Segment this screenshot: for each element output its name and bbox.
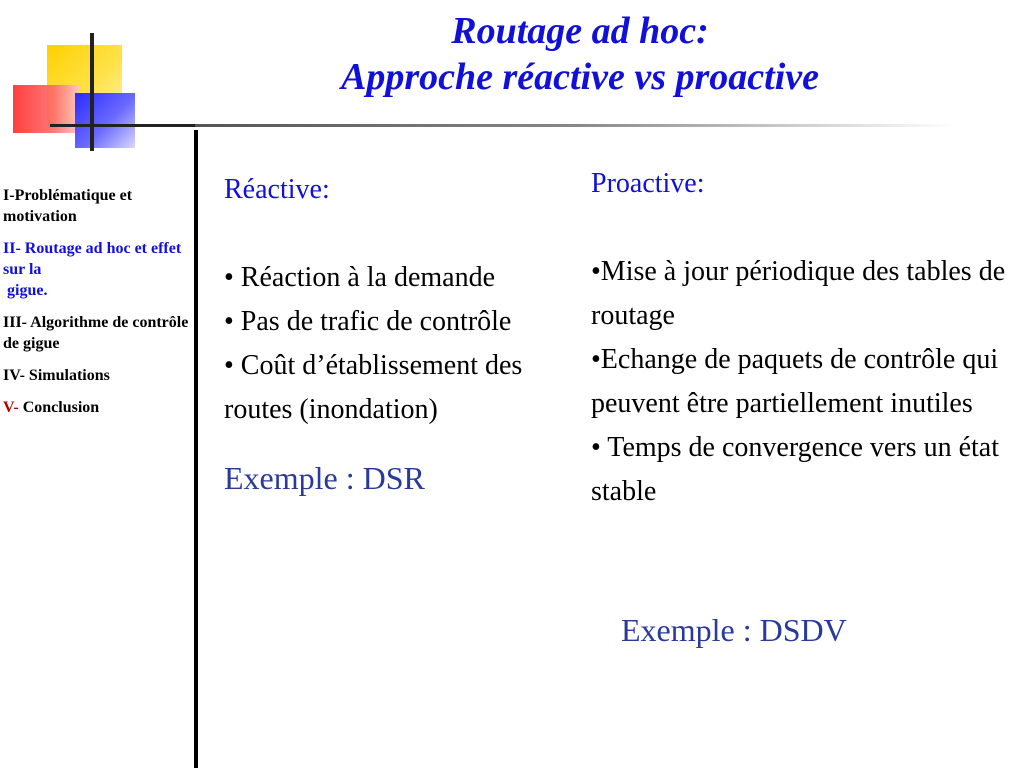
- sidebar-item-label: Algorithme de contrôle de gigue: [3, 314, 189, 352]
- sidebar-item-number: III-: [3, 314, 28, 331]
- reactive-bullet: • Réaction à la demande: [224, 262, 496, 293]
- logo-vertical-line: [90, 33, 94, 151]
- sidebar-item-algorithme[interactable]: [3, 312, 191, 354]
- reactive-heading: Réactive:: [224, 174, 330, 205]
- proactive-bullet: •Echange de paquets de contrôle qui peuvent être partiellement inutiles: [591, 344, 999, 419]
- slide-title-line-1: Routage ad hoc:: [451, 10, 709, 52]
- reactive-bullet-list: [224, 256, 569, 432]
- sidebar-item-simulations[interactable]: [3, 365, 191, 386]
- sidebar-divider: [194, 130, 198, 768]
- sidebar-item-label: Routage ad hoc et effet sur la: [3, 240, 182, 278]
- sidebar-item-label: Conclusion: [18, 399, 100, 416]
- sidebar-item-number: I-: [3, 187, 15, 204]
- reactive-example: Exemple : DSR: [224, 460, 425, 496]
- sidebar-item-number: II-: [3, 240, 21, 257]
- slide-title-line-2: Approche réactive vs proactive: [340, 56, 820, 98]
- proactive-bullet-list: [591, 250, 1016, 514]
- reactive-column: [224, 168, 569, 498]
- reactive-bullet: • Coût d’établissement des routes (inondation): [224, 350, 523, 425]
- title-divider: [195, 124, 955, 127]
- sidebar-item-conclusion[interactable]: [3, 397, 191, 418]
- proactive-example: Exemple : DSDV: [621, 612, 847, 648]
- proactive-bullet: •Mise à jour périodique des tables de routage: [591, 256, 1006, 331]
- sidebar-item-number: V-: [3, 399, 19, 416]
- sidebar-item-problematique[interactable]: [3, 185, 191, 227]
- proactive-bullet: • Temps de convergence vers un état stable: [591, 432, 999, 507]
- logo-horizontal-line: [50, 124, 195, 127]
- slide-title: [200, 8, 960, 100]
- reactive-bullet: • Pas de trafic de contrôle: [224, 306, 512, 337]
- sidebar-item-routage[interactable]: [3, 238, 191, 301]
- proactive-column: [591, 162, 1016, 648]
- proactive-heading: Proactive:: [591, 168, 705, 199]
- sidebar-outline: [3, 185, 191, 429]
- sidebar-item-label: Simulations: [24, 367, 110, 384]
- logo-blue-square: [75, 93, 135, 148]
- sidebar-item-number: IV-: [3, 367, 25, 384]
- sidebar-item-label: Problématique et motivation: [3, 187, 133, 225]
- sidebar-item-label-continued: gigue.: [7, 282, 48, 299]
